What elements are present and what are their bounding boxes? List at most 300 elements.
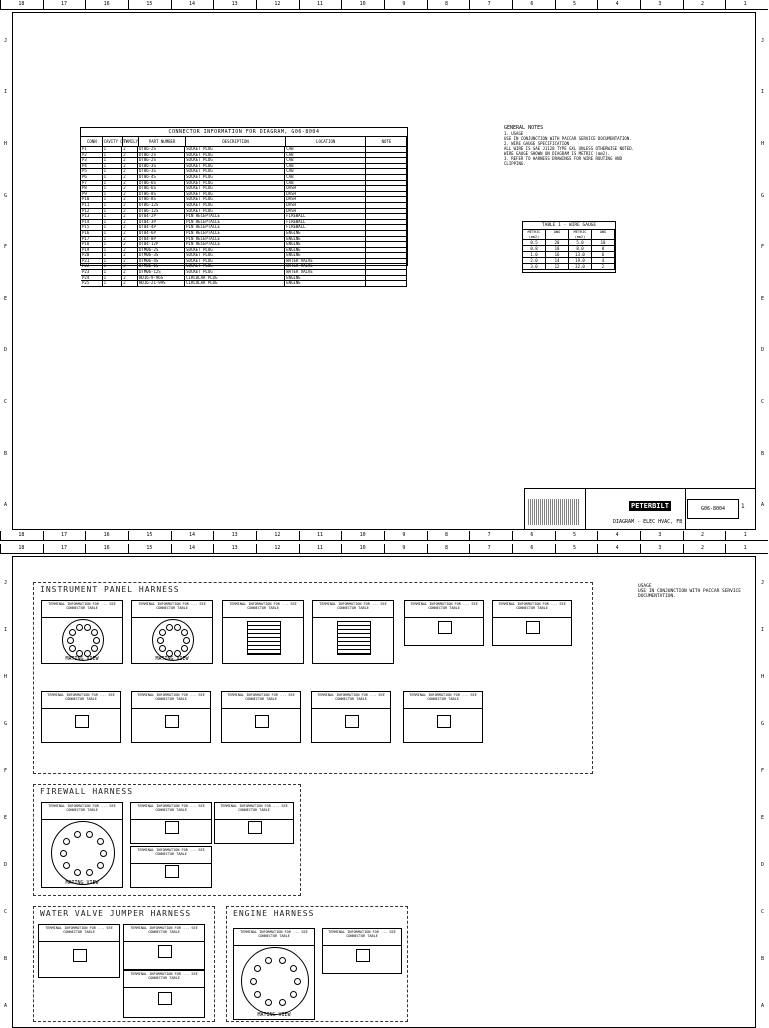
ruler-tick	[427, 544, 428, 553]
mating-view-label: MATING VIEW	[155, 656, 189, 662]
connector-face-small	[526, 621, 540, 634]
row-marker: A	[761, 502, 765, 509]
ruler-tick	[256, 531, 257, 540]
row-marker: G	[761, 720, 765, 727]
connector-table-cell	[366, 164, 407, 169]
row-marker: I	[4, 89, 8, 96]
connector-table-cell	[366, 209, 407, 214]
connector-table-cell: ENGINE	[285, 281, 365, 286]
row-marker: D	[4, 347, 8, 354]
connector-table-cell: DT06-3S	[138, 169, 185, 174]
ruler-number: 7	[487, 545, 491, 551]
wire-gauge-cell: 6	[592, 252, 615, 257]
ruler-number: 3	[658, 532, 662, 538]
connector-diagram	[41, 691, 121, 743]
connector-caption: TERMINAL INFORMATION FOR ... SEE CONNECTOR TABLE	[234, 929, 314, 946]
connector-diagram	[233, 928, 315, 1020]
connector-table-cell: 1	[103, 281, 123, 286]
ruler-tick	[555, 544, 556, 553]
connector-table-row	[81, 281, 407, 287]
ruler-tick	[427, 0, 428, 9]
connector-pin	[63, 838, 70, 845]
connector-caption: TERMINAL INFORMATION FOR ... SEE CONNECTOR TABLE	[493, 601, 571, 618]
connector-diagram	[38, 924, 120, 978]
wire-gauge-cell: 5.0	[569, 240, 592, 245]
wire-gauge-cell: 19.0	[569, 258, 592, 263]
connector-table-cell: P6	[81, 175, 103, 180]
connector-table-cell: DT04-3P	[138, 220, 185, 225]
ruler-number: 15	[146, 532, 153, 538]
ruler-tick	[43, 544, 44, 553]
connector-diagram	[492, 600, 572, 646]
connector-table-cell: P11	[81, 203, 103, 208]
ruler-number: 6	[530, 1, 534, 7]
ruler-number: 10	[359, 532, 366, 538]
connector-table-cell: DT06-4S	[138, 175, 185, 180]
connector-table-cell: P21	[81, 259, 103, 264]
connector-table-header-cell: NOTE	[366, 137, 407, 146]
connector-diagram	[41, 600, 123, 664]
ruler-tick	[43, 531, 44, 540]
firewall-harness-label: FIREWALL HARNESS	[40, 787, 134, 796]
connector-diagram	[214, 802, 294, 844]
connector-table-cell: DT06-12S	[138, 203, 185, 208]
connector-table-cell: CIRCULAR PLUG	[185, 281, 285, 286]
connector-pin	[74, 831, 81, 838]
row-marker: D	[761, 347, 765, 354]
connector-table-cell: CAB	[285, 169, 365, 174]
connector-pin	[86, 831, 93, 838]
connector-diagram	[404, 600, 484, 646]
connector-pin	[69, 629, 76, 636]
connector-table-cell	[366, 253, 407, 258]
ruler-number: 14	[189, 532, 196, 538]
connector-table-cell: P20	[81, 253, 103, 258]
connector-table-cell: 2	[122, 237, 138, 242]
bottom-ruler	[0, 531, 768, 541]
connector-table-cell: 1	[103, 253, 123, 258]
ruler-number: 17	[61, 1, 68, 7]
ruler-tick	[640, 531, 641, 540]
connector-table-cell: 2	[122, 248, 138, 253]
connector-table-cell: 1	[103, 209, 123, 214]
connector-face-circle	[152, 619, 194, 661]
wire-gauge-cell: 32.0	[569, 264, 592, 269]
connector-pin	[279, 957, 286, 964]
connector-pin	[60, 850, 67, 857]
ruler-tick	[213, 531, 214, 540]
connector-table-cell: DTM06-4S	[138, 259, 185, 264]
connector-pin	[294, 978, 301, 985]
connector-table-cell: 2	[122, 192, 138, 197]
connector-pin	[67, 637, 74, 644]
ruler-number: 13	[231, 1, 238, 7]
row-marker: F	[4, 244, 8, 251]
ruler-tick	[213, 544, 214, 553]
legend-usage	[638, 584, 748, 599]
wire-gauge-title: TABLE 1 - WIRE GAUGE	[523, 222, 615, 230]
ruler-number: 10	[359, 545, 366, 551]
connector-table-cell	[366, 203, 407, 208]
ruler-tick	[384, 544, 385, 553]
ruler-number: 1	[743, 532, 747, 538]
connector-table-cell: DT06-12S	[138, 209, 185, 214]
row-marker: A	[4, 1002, 8, 1009]
ruler-tick	[299, 531, 300, 540]
connector-table-cell: 1	[103, 220, 123, 225]
connector-table-cell: DT04-4P	[138, 225, 185, 230]
connector-table-cell: SOCKET PLUG	[185, 197, 285, 202]
connector-table-cell	[366, 147, 407, 152]
ruler-number: 8	[445, 1, 449, 7]
connector-table-cell: P17	[81, 237, 103, 242]
ruler-number: 11	[317, 545, 324, 551]
connector-table-cell	[366, 270, 407, 275]
connector-table-cell: 1	[103, 153, 123, 158]
connector-pin	[290, 965, 297, 972]
connector-caption: TERMINAL INFORMATION FOR ... SEE CONNECTOR TABLE	[323, 929, 401, 946]
left-row-markers-2	[0, 556, 12, 1026]
row-marker: J	[761, 579, 765, 586]
connector-table-cell: P5	[81, 169, 103, 174]
row-marker: J	[761, 37, 765, 44]
ruler-number: 9	[402, 545, 406, 551]
connector-face-block	[247, 621, 281, 655]
ruler-number: 3	[658, 1, 662, 7]
connector-table-cell: 1	[103, 270, 123, 275]
company-block	[585, 489, 686, 529]
connector-caption: TERMINAL INFORMATION FOR ... SEE CONNECTOR TABLE	[132, 601, 212, 618]
connector-table-cell: CAB	[285, 158, 365, 163]
general-note-line: ALL WIRE IS SAE J1128 TYPE GXL UNLESS OTHERWISE NOTED.	[504, 146, 635, 151]
ruler-tick	[299, 544, 300, 553]
connector-table-cell: SOCKET PLUG	[185, 158, 285, 163]
row-marker: I	[761, 626, 765, 633]
connector-face-small	[345, 715, 359, 728]
row-marker: E	[4, 295, 8, 302]
connector-table-cell: 1	[103, 158, 123, 163]
connector-table-cell	[366, 231, 407, 236]
wire-gauge-cell: 20	[546, 240, 569, 245]
connector-face-small	[73, 949, 87, 962]
connector-table-cell	[366, 220, 407, 225]
connector-pin	[183, 637, 190, 644]
connector-table-cell: 2	[122, 203, 138, 208]
connector-table-cell: 2	[122, 214, 138, 219]
ruler-number: 14	[189, 1, 196, 7]
ruler-tick	[683, 0, 684, 9]
row-marker: G	[4, 720, 8, 727]
connector-table-cell: SOCKET PLUG	[185, 264, 285, 269]
connector-table-cell: 1	[103, 181, 123, 186]
connector-table-cell: 2	[122, 164, 138, 169]
connector-table-cell	[366, 276, 407, 281]
connector-pin	[63, 862, 70, 869]
connector-table-cell: P15	[81, 225, 103, 230]
connector-table-header-cell: CAVITY QTY	[103, 139, 128, 144]
ruler-tick	[640, 544, 641, 553]
connector-table-cell: DASH	[285, 203, 365, 208]
ruler-number: 5	[573, 532, 577, 538]
connector-table-cell: 2	[122, 225, 138, 230]
row-marker: H	[4, 141, 8, 147]
drawing-number: G06-8004	[700, 506, 726, 512]
connector-table-cell: DT06-6S	[138, 181, 185, 186]
connector-table-cell: P14	[81, 220, 103, 225]
connector-table-cell: DASH	[285, 197, 365, 202]
row-marker: J	[4, 579, 8, 586]
connector-table-cell: 1	[103, 237, 123, 242]
connector-table-cell: ENGINE	[285, 237, 365, 242]
connector-pin	[100, 850, 107, 857]
connector-table-cell	[366, 169, 407, 174]
connector-table-cell: DT06-2S	[138, 153, 185, 158]
left-row-markers	[0, 12, 12, 528]
row-marker: D	[4, 861, 8, 868]
connector-table-cell: 2	[122, 169, 138, 174]
right-row-markers	[757, 12, 769, 528]
wire-gauge-cell: 16	[546, 252, 569, 257]
connector-face-circle	[241, 947, 309, 1015]
ruler-tick	[555, 0, 556, 9]
connector-table-cell: ENGINE	[285, 242, 365, 247]
connector-table-cell: PIN RECEPTACLE	[185, 214, 285, 219]
ruler-tick	[469, 0, 470, 9]
connector-table-cell: 1	[103, 192, 123, 197]
ruler-number: 13	[231, 532, 238, 538]
connector-diagram	[130, 846, 212, 888]
connector-pin	[290, 991, 297, 998]
connector-face-small	[438, 621, 452, 634]
connector-table-cell: SOCKET PLUG	[185, 164, 285, 169]
connector-table-header	[81, 137, 407, 147]
ruler-tick	[213, 0, 214, 9]
row-marker: F	[761, 767, 765, 774]
mating-view-label: MATING VIEW	[257, 1012, 291, 1018]
row-marker: H	[761, 673, 765, 680]
row-marker: B	[761, 955, 765, 962]
connector-table-cell: P1	[81, 147, 103, 152]
ruler-number: 18	[18, 1, 25, 7]
ruler-tick	[427, 531, 428, 540]
connector-pin	[254, 991, 261, 998]
connector-table-cell: 2	[122, 153, 138, 158]
connector-table-cell: SOCKET PLUG	[185, 175, 285, 180]
connector-table-cell: DT06-8S	[138, 192, 185, 197]
ruler-number: 2	[701, 545, 705, 551]
row-marker: D	[761, 861, 765, 868]
connector-caption: TERMINAL INFORMATION FOR ... SEE CONNECTOR TABLE	[42, 692, 120, 709]
wire-gauge-body	[523, 240, 615, 270]
connector-table-cell: HD16-21-99S	[138, 281, 185, 286]
general-notes	[504, 126, 644, 166]
connector-caption: TERMINAL INFORMATION FOR ... SEE CONNECTOR TABLE	[124, 925, 204, 942]
connector-table-cell	[366, 186, 407, 191]
connector-face-small	[158, 992, 172, 1005]
connector-table-cell: WATER VALVE	[285, 264, 365, 269]
wire-gauge-cell: 18	[546, 246, 569, 251]
connector-table-cell: 2	[122, 281, 138, 286]
ruler-tick	[171, 531, 172, 540]
ruler-number: 6	[530, 545, 534, 551]
connector-table-cell: SOCKET PLUG	[185, 253, 285, 258]
ruler-tick	[256, 0, 257, 9]
water-valve-harness-label: WATER VALVE JUMPER HARNESS	[40, 909, 192, 918]
ruler-tick	[469, 544, 470, 553]
connector-info-table	[80, 127, 408, 286]
connector-table-cell: 2	[122, 158, 138, 163]
connector-table-cell: 1	[103, 276, 123, 281]
connector-table-cell: DASH	[285, 186, 365, 191]
general-note-line: USE IN CONJUNCTION WITH PACCAR SERVICE DOCUMENTATION.	[504, 136, 632, 141]
connector-face-small	[165, 821, 179, 834]
general-note-line: 1. USAGE	[504, 131, 524, 136]
connector-table-cell	[366, 259, 407, 264]
instrument-panel-harness-label: INSTRUMENT PANEL HARNESS	[40, 585, 180, 594]
wire-gauge-cell: 4	[592, 258, 615, 263]
ruler-number: 9	[402, 532, 406, 538]
row-marker: E	[761, 814, 765, 821]
ruler-tick	[597, 544, 598, 553]
connector-table-cell: PIN RECEPTACLE	[185, 220, 285, 225]
connector-pin	[93, 637, 100, 644]
connector-table-cell: 2	[122, 270, 138, 275]
row-marker: G	[761, 192, 765, 199]
connector-caption: TERMINAL INFORMATION FOR ... SEE CONNECTOR TABLE	[124, 971, 204, 988]
connector-table-cell: DT06-2S	[138, 158, 185, 163]
connector-table-cell: P10	[81, 197, 103, 202]
wire-gauge-cell: 3.0	[523, 264, 546, 269]
connector-table-header-cell: CONN	[81, 137, 103, 146]
connector-table-cell	[366, 153, 407, 158]
wire-gauge-header-cell: AWG	[592, 230, 615, 239]
connector-table-cell: DT06-2S	[138, 147, 185, 152]
connector-caption: TERMINAL INFORMATION FOR ... SEE CONNECTOR TABLE	[132, 692, 210, 709]
connector-table-cell	[366, 237, 407, 242]
ruler-number: 4	[615, 545, 619, 551]
connector-table-cell: WATER VALVE	[285, 270, 365, 275]
connector-table-cell: 2	[122, 231, 138, 236]
ruler-tick	[299, 0, 300, 9]
mating-view-label: MATING VIEW	[65, 656, 99, 662]
connector-pin	[157, 637, 164, 644]
connector-table-cell: SOCKET PLUG	[185, 169, 285, 174]
ruler-number: 11	[317, 532, 324, 538]
connector-table-cell: ENGINE	[285, 248, 365, 253]
connector-table-cell	[366, 225, 407, 230]
connector-table-cell: P12	[81, 209, 103, 214]
connector-caption: TERMINAL INFORMATION FOR ... SEE CONNECTOR TABLE	[131, 803, 211, 820]
wire-gauge-cell: 0.5	[523, 240, 546, 245]
connector-pin	[250, 978, 257, 985]
ruler-number: 2	[701, 532, 705, 538]
connector-table-cell: DT06-3S	[138, 164, 185, 169]
connector-table-cell	[366, 264, 407, 269]
ruler-number: 14	[189, 545, 196, 551]
connector-pin	[86, 869, 93, 876]
connector-table-cell: 1	[103, 186, 123, 191]
connector-table-cell: DASH	[285, 192, 365, 197]
ruler-number: 16	[103, 532, 110, 538]
title-block	[524, 488, 756, 530]
connector-table-cell	[366, 248, 407, 253]
connector-diagram	[131, 691, 211, 743]
connector-table-cell: 1	[103, 225, 123, 230]
connector-table-cell: HD16-9-96S	[138, 276, 185, 281]
ruler-tick	[43, 0, 44, 9]
wire-gauge-cell: 10	[592, 240, 615, 245]
connector-table-cell: 2	[122, 181, 138, 186]
general-notes-list	[504, 131, 644, 166]
connector-table-cell: DT06-6S	[138, 186, 185, 191]
connector-table-cell: ENGINE	[285, 231, 365, 236]
row-marker: E	[761, 295, 765, 302]
top-ruler	[0, 0, 768, 10]
connector-table-cell: 2	[122, 186, 138, 191]
connector-diagram	[322, 928, 402, 974]
connector-diagram	[123, 924, 205, 970]
connector-table-cell: P3	[81, 158, 103, 163]
row-marker: H	[761, 141, 765, 147]
connector-table-cell: FIREWALL	[285, 225, 365, 230]
connector-pin	[159, 629, 166, 636]
connector-pin	[265, 999, 272, 1006]
general-note-line: 3. REFER TO HARNESS DRAWINGS FOR WIRE ROUTING AND CLIPPING.	[504, 156, 623, 166]
ruler-number: 5	[573, 545, 577, 551]
ruler-number: 11	[317, 1, 324, 7]
drawing-number-box	[687, 499, 739, 519]
connector-pin	[91, 629, 98, 636]
connector-face-circle	[51, 821, 115, 885]
connector-table-cell: SOCKET PLUG	[185, 192, 285, 197]
connector-table-cell: P4	[81, 164, 103, 169]
connector-caption: TERMINAL INFORMATION FOR ... SEE CONNECTOR TABLE	[313, 601, 393, 618]
connector-table-cell: DTM06-6S	[138, 264, 185, 269]
connector-caption: TERMINAL INFORMATION FOR ... SEE CONNECTOR TABLE	[131, 847, 211, 864]
wire-gauge-table	[522, 221, 616, 273]
connector-pin	[74, 869, 81, 876]
ruler-tick	[128, 0, 129, 9]
connector-table-cell: P16	[81, 231, 103, 236]
connector-table-cell	[366, 197, 407, 202]
row-marker: E	[4, 814, 8, 821]
connector-table-cell: SOCKET PLUG	[185, 259, 285, 264]
connector-table-cell: FIREWALL	[285, 220, 365, 225]
connector-caption: TERMINAL INFORMATION FOR ... SEE CONNECTOR TABLE	[215, 803, 293, 820]
connector-caption: TERMINAL INFORMATION FOR ... SEE CONNECTOR TABLE	[42, 601, 122, 618]
ruler-tick	[384, 0, 385, 9]
connector-table-cell: 1	[103, 147, 123, 152]
connector-table-body	[81, 147, 407, 287]
connector-table-cell: SOCKET PLUG	[185, 209, 285, 214]
ruler-tick	[597, 0, 598, 9]
wire-gauge-header-cell: AWG	[546, 230, 569, 239]
connector-table-header-cell: PART NUMBER	[139, 137, 186, 146]
connector-table-cell: P23	[81, 270, 103, 275]
row-marker: I	[4, 626, 8, 633]
connector-table-cell: SOCKET PLUG	[185, 153, 285, 158]
connector-table-cell: P18	[81, 242, 103, 247]
wire-gauge-cell: 8	[592, 246, 615, 251]
ruler-number: 17	[61, 532, 68, 538]
wire-gauge-cell: 14	[546, 258, 569, 263]
ruler-tick	[725, 531, 726, 540]
ruler-tick	[0, 531, 1, 540]
ruler-number: 15	[146, 1, 153, 7]
connector-pin	[166, 624, 173, 631]
connector-table-cell: P2	[81, 153, 103, 158]
ruler-number: 12	[274, 1, 281, 7]
